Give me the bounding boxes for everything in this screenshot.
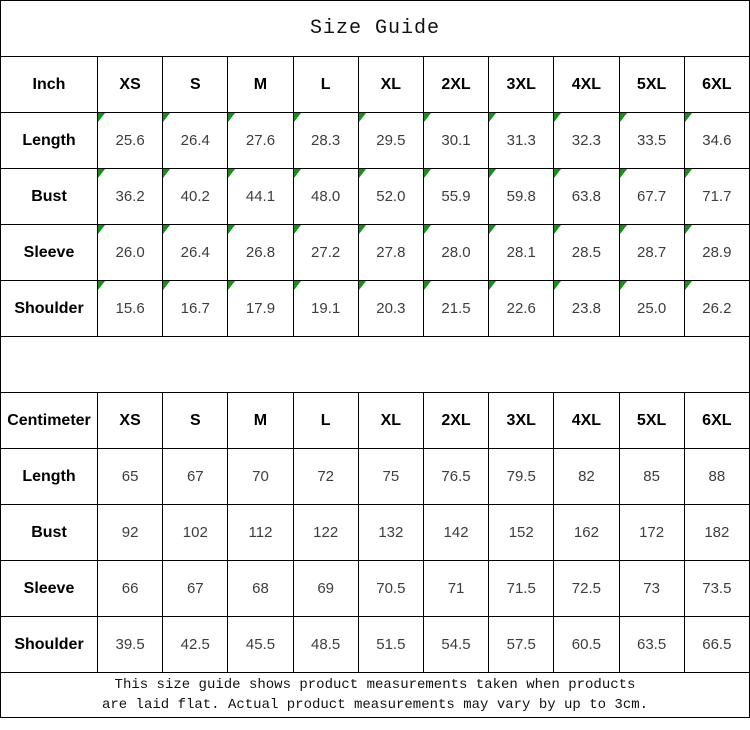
value-cell: 36.2 [98,169,163,225]
size-header-cell: S [163,393,228,449]
cell-flag-icon [685,113,692,122]
value-cell: 66.5 [684,617,749,673]
size-header-cell: 2XL [423,57,488,113]
row-label-cell: Length [1,449,98,505]
cell-flag-icon [554,225,561,234]
size-header-cell: L [293,393,358,449]
value-cell: 54.5 [423,617,488,673]
value-cell: 85 [619,449,684,505]
cell-flag-icon [424,281,431,290]
value-cell: 26.4 [163,113,228,169]
cell-flag-icon [424,169,431,178]
table-row [1,281,750,337]
value-cell: 34.6 [684,113,749,169]
value-cell: 33.5 [619,113,684,169]
footer-line-1: This size guide shows product measurements taken when products [114,677,636,693]
value-cell: 132 [358,505,423,561]
footer-note [0,672,750,718]
size-header-cell: 4XL [554,57,619,113]
size-header-cell: 2XL [423,393,488,449]
size-header-cell: XL [358,393,423,449]
table-row [1,561,750,617]
cell-flag-icon [359,169,366,178]
size-header-cell: 6XL [684,393,749,449]
cell-flag-icon [489,281,496,290]
value-cell: 92 [98,505,163,561]
table-row [1,169,750,225]
value-cell: 65 [98,449,163,505]
cell-flag-icon [554,113,561,122]
value-cell: 162 [554,505,619,561]
row-label-cell: Sleeve [1,561,98,617]
value-cell: 152 [489,505,554,561]
value-cell: 88 [684,449,749,505]
size-header-cell: 3XL [489,393,554,449]
cell-flag-icon [620,169,627,178]
cell-flag-icon [294,281,301,290]
value-cell: 19.1 [293,281,358,337]
value-cell: 21.5 [423,281,488,337]
value-cell: 48.5 [293,617,358,673]
value-cell: 28.0 [423,225,488,281]
value-cell: 71 [423,561,488,617]
cell-flag-icon [98,169,105,178]
cell-flag-icon [424,225,431,234]
value-cell: 73.5 [684,561,749,617]
size-header-cell: 4XL [554,393,619,449]
value-cell: 28.5 [554,225,619,281]
table-row [1,113,750,169]
value-cell: 25.6 [98,113,163,169]
value-cell: 26.8 [228,225,293,281]
value-cell: 60.5 [554,617,619,673]
value-cell: 26.0 [98,225,163,281]
size-header-cell: 3XL [489,57,554,113]
header-row [1,393,750,449]
table-row [1,617,750,673]
cell-flag-icon [163,281,170,290]
centimeter-table [0,392,750,673]
row-label-cell: Shoulder [1,617,98,673]
value-cell: 67 [163,449,228,505]
value-cell: 28.1 [489,225,554,281]
row-label-cell: Shoulder [1,281,98,337]
value-cell: 22.6 [489,281,554,337]
title-box [0,0,750,57]
table-gap [0,336,750,393]
value-cell: 51.5 [358,617,423,673]
value-cell: 39.5 [98,617,163,673]
value-cell: 69 [293,561,358,617]
row-label-cell: Bust [1,169,98,225]
cell-flag-icon [163,113,170,122]
cell-flag-icon [685,169,692,178]
size-header-cell: XS [98,393,163,449]
value-cell: 23.8 [554,281,619,337]
value-cell: 27.2 [293,225,358,281]
value-cell: 40.2 [163,169,228,225]
value-cell: 15.6 [98,281,163,337]
value-cell: 26.2 [684,281,749,337]
value-cell: 112 [228,505,293,561]
footer-line-2: are laid flat. Actual product measurements may vary by up to 3cm. [101,697,649,713]
inch-table [0,56,750,337]
value-cell: 28.3 [293,113,358,169]
value-cell: 70 [228,449,293,505]
cell-flag-icon [685,281,692,290]
value-cell: 16.7 [163,281,228,337]
value-cell: 102 [163,505,228,561]
size-header-cell: L [293,57,358,113]
cell-flag-icon [620,225,627,234]
cell-flag-icon [98,281,105,290]
value-cell: 71.5 [489,561,554,617]
cell-flag-icon [685,225,692,234]
cell-flag-icon [228,169,235,178]
cell-flag-icon [489,113,496,122]
cell-flag-icon [228,225,235,234]
value-cell: 30.1 [423,113,488,169]
value-cell: 42.5 [163,617,228,673]
cell-flag-icon [359,113,366,122]
size-header-cell: M [228,393,293,449]
value-cell: 57.5 [489,617,554,673]
cell-flag-icon [620,281,627,290]
value-cell: 25.0 [619,281,684,337]
cell-flag-icon [294,169,301,178]
size-header-cell: M [228,57,293,113]
value-cell: 73 [619,561,684,617]
table-row [1,225,750,281]
value-cell: 71.7 [684,169,749,225]
cell-flag-icon [98,225,105,234]
value-cell: 59.8 [489,169,554,225]
row-label-cell: Sleeve [1,225,98,281]
page-title: Size Guide [309,17,441,40]
cell-flag-icon [554,169,561,178]
header-row [1,57,750,113]
value-cell: 48.0 [293,169,358,225]
cell-flag-icon [228,281,235,290]
value-cell: 17.9 [228,281,293,337]
value-cell: 45.5 [228,617,293,673]
value-cell: 27.6 [228,113,293,169]
cell-flag-icon [163,169,170,178]
value-cell: 20.3 [358,281,423,337]
value-cell: 182 [684,505,749,561]
value-cell: 76.5 [423,449,488,505]
row-label-cell: Bust [1,505,98,561]
value-cell: 29.5 [358,113,423,169]
value-cell: 142 [423,505,488,561]
value-cell: 67 [163,561,228,617]
value-cell: 70.5 [358,561,423,617]
value-cell: 72.5 [554,561,619,617]
value-cell: 75 [358,449,423,505]
value-cell: 31.3 [489,113,554,169]
value-cell: 82 [554,449,619,505]
value-cell: 26.4 [163,225,228,281]
value-cell: 55.9 [423,169,488,225]
cell-flag-icon [359,225,366,234]
cell-flag-icon [554,281,561,290]
value-cell: 72 [293,449,358,505]
cell-flag-icon [228,113,235,122]
cell-flag-icon [424,113,431,122]
value-cell: 67.7 [619,169,684,225]
unit-header-cell: Inch [1,57,98,113]
size-header-cell: 6XL [684,57,749,113]
cell-flag-icon [359,281,366,290]
cell-flag-icon [294,225,301,234]
cell-flag-icon [294,113,301,122]
cell-flag-icon [98,113,105,122]
value-cell: 44.1 [228,169,293,225]
cell-flag-icon [163,225,170,234]
cell-flag-icon [620,113,627,122]
value-cell: 63.8 [554,169,619,225]
value-cell: 52.0 [358,169,423,225]
table-row [1,449,750,505]
row-label-cell: Length [1,113,98,169]
value-cell: 122 [293,505,358,561]
value-cell: 79.5 [489,449,554,505]
value-cell: 66 [98,561,163,617]
table-row [1,505,750,561]
size-header-cell: S [163,57,228,113]
value-cell: 28.7 [619,225,684,281]
value-cell: 27.8 [358,225,423,281]
size-header-cell: 5XL [619,57,684,113]
value-cell: 63.5 [619,617,684,673]
cell-flag-icon [489,169,496,178]
value-cell: 28.9 [684,225,749,281]
value-cell: 68 [228,561,293,617]
value-cell: 32.3 [554,113,619,169]
size-header-cell: 5XL [619,393,684,449]
size-header-cell: XL [358,57,423,113]
cell-flag-icon [489,225,496,234]
unit-header-cell: Centimeter [1,393,98,449]
value-cell: 172 [619,505,684,561]
size-header-cell: XS [98,57,163,113]
